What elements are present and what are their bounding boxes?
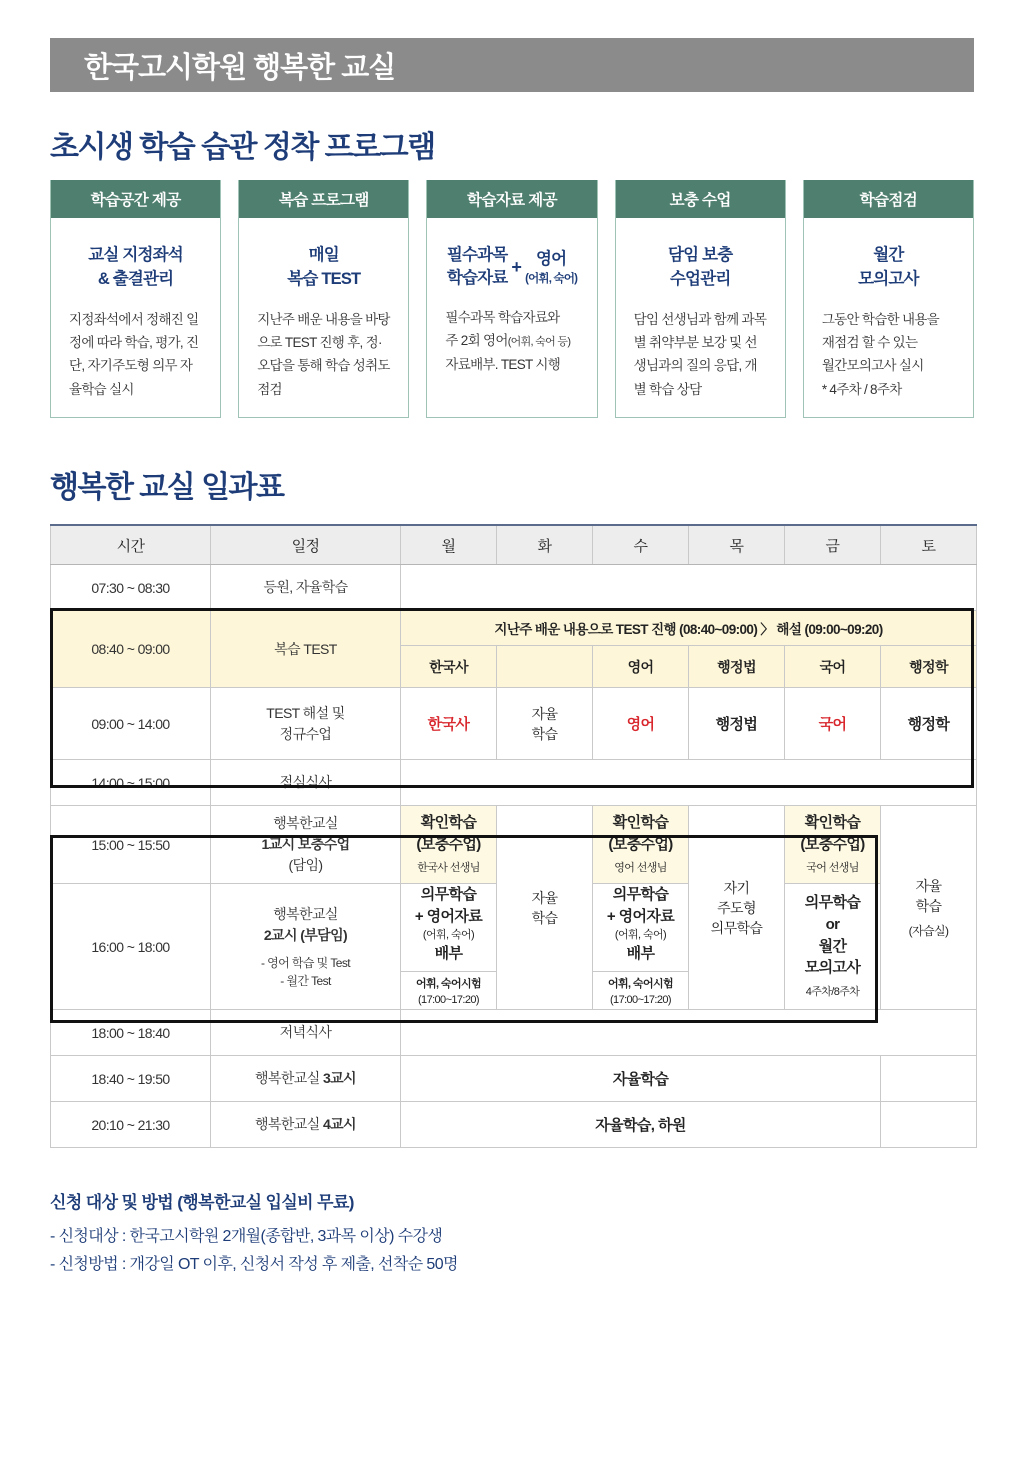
cell-mon — [401, 884, 497, 1010]
row-plan-bold: 4교시 — [322, 1116, 356, 1133]
program-section-title: 초시생 학습 습관 정착 프로그램 — [50, 131, 435, 164]
cell-mon-test2: (17:00~17:20) — [417, 994, 479, 1007]
cell-sat-line1: 자율 — [915, 878, 942, 895]
row-plan-line2: 정규수업 — [279, 725, 332, 742]
page-title: 한국고시학원 행복한 교실 — [84, 51, 396, 84]
column-header-time: 시간 — [51, 525, 211, 565]
row-plan — [211, 884, 401, 1010]
poster-page — [0, 38, 1024, 1468]
row-content-empty — [401, 565, 977, 611]
row-content-empty — [881, 1102, 977, 1148]
program-card — [803, 180, 974, 418]
subject-sat: 행정학 — [881, 646, 977, 688]
application-line2: - 신청방법 : 개강일 OT 이후, 신청서 작성 후 제출, 선착순 50명 — [50, 1256, 458, 1274]
card-subtitle-line2: 복습 TEST — [287, 269, 361, 288]
cell-mon: 한국사 — [401, 688, 497, 760]
row-time: 18:00 ~ 18:40 — [51, 1010, 211, 1056]
cell-thu-line3: 의무학습 — [710, 919, 763, 936]
row-plan-line1: 행복한교실 — [273, 815, 338, 831]
cell-fri-teacher: 국어 선생님 — [806, 861, 859, 874]
cell-fri: 국어 — [785, 688, 881, 760]
row-plan: 점심식사 — [211, 760, 401, 806]
program-card — [50, 180, 221, 418]
card-subtitle-right-line2: (어휘, 숙어) — [525, 272, 578, 285]
card-subtitle-line2: 수업관리 — [669, 269, 731, 288]
card-subtitle-line2: 모의고사 — [858, 269, 919, 288]
card-body-line3: 자료배부. TEST 시행 — [445, 356, 561, 372]
row-plan-bold: 3교시 — [322, 1070, 356, 1087]
card-body-line2-main: 주 2회 영어 — [445, 333, 508, 349]
cell-mon-line2: + 영어자료 — [414, 907, 483, 925]
cell-mon-line3: 배부 — [434, 945, 463, 963]
header-bar — [50, 38, 974, 92]
card-subtitle-left — [447, 244, 508, 290]
cell-mon-line1: 확인학습 — [420, 814, 477, 832]
cell-tue-line2: 학습 — [531, 725, 558, 742]
cell-sat: 행정학 — [881, 688, 977, 760]
program-card — [426, 180, 597, 418]
card-subtitle — [616, 218, 785, 292]
card-subtitle — [427, 218, 596, 290]
row-plan — [211, 688, 401, 760]
row-plan-prefix: 행복한교실 — [255, 1116, 323, 1133]
card-subtitle — [804, 218, 973, 292]
cell-wed-test2: (17:00~17:20) — [609, 994, 671, 1007]
cell-wed-test1: 어휘, 숙어시험 — [593, 971, 688, 993]
card-header-label: 학습공간 제공 — [51, 180, 220, 218]
card-body-line2: 재점검 할 수 있는 — [821, 335, 918, 351]
column-header-wed: 수 — [593, 525, 689, 565]
cell-fri — [785, 806, 881, 884]
subject-tue — [497, 646, 593, 688]
cell-sat-note: (자습실) — [908, 924, 949, 939]
column-header-mon: 월 — [401, 525, 497, 565]
row-plan: 복습 TEST — [211, 611, 401, 688]
card-subtitle-line1: 매일 — [308, 246, 339, 264]
table-row — [51, 1010, 977, 1056]
cell-wed — [593, 806, 689, 884]
program-card-list — [50, 180, 974, 418]
table-row — [51, 1102, 977, 1148]
table-row — [51, 688, 977, 760]
card-header-label: 복습 프로그램 — [239, 180, 408, 218]
cell-mon-teacher: 한국사 선생님 — [417, 861, 480, 874]
application-info — [50, 1188, 974, 1279]
cell-fri — [785, 884, 881, 1010]
card-subtitle-left-line2: 학습자료 — [446, 269, 508, 288]
card-subtitle-line1: 교실 지정좌석 — [88, 246, 183, 264]
plus-sign: + — [511, 257, 522, 278]
card-header-label: 학습자료 제공 — [427, 180, 596, 218]
card-subtitle-line1: 월간 — [873, 246, 904, 264]
card-subtitle-composite — [433, 244, 590, 290]
card-body-text: 지난주 배운 내용을 바탕으로 TEST 진행 후, 정·오답을 통해 학습 성취도 점검 — [257, 311, 390, 397]
cell-wed: 영어 — [593, 688, 689, 760]
cell-tue — [497, 806, 593, 1010]
table-row — [51, 806, 977, 884]
cell-fri-line3: 월간 — [818, 937, 847, 955]
card-body-line2 — [445, 329, 578, 352]
cell-thu-line2: 주도형 — [717, 899, 756, 916]
row-plan-line1: TEST 해설 및 — [266, 704, 345, 721]
card-body-text: 담임 선생님과 함께 과목별 취약부분 보강 및 선생님과의 질의 응답, 개별 학습 상담 — [633, 311, 767, 397]
card-body-line1: 필수과목 학습자료와 — [445, 310, 560, 326]
row-plan-line2: 2교시 (부담임) — [263, 926, 348, 943]
cell-fri-line2: or — [825, 915, 840, 933]
row-plan-line2: 1교시 보충수업 — [261, 836, 350, 852]
cell-mon-line1: 의무학습 — [420, 886, 477, 903]
test-banner: 지난주 배운 내용으로 TEST 진행 (08:40~09:00) 〉 해설 (09:00~09:20) — [401, 611, 977, 646]
cell-tue-line1: 자율 — [531, 889, 558, 906]
row-plan — [211, 1056, 401, 1102]
cell-tue — [497, 688, 593, 760]
row-content-empty — [401, 760, 977, 806]
cell-thu: 행정법 — [689, 688, 785, 760]
card-subtitle-left-line1: 필수과목 — [446, 246, 508, 264]
cell-wed-line1: 의무학습 — [612, 886, 669, 903]
program-card — [615, 180, 786, 418]
card-body-line3: 월간모의고사 실시 — [821, 358, 924, 374]
cell-tue-line1: 자율 — [531, 705, 558, 722]
subject-fri: 국어 — [785, 646, 881, 688]
cell-mon-line2: (보충수업) — [416, 836, 481, 854]
schedule-section-title: 행복한 교실 일과표 — [50, 471, 284, 504]
row-content-empty — [881, 1056, 977, 1102]
cell-thu — [689, 806, 785, 1010]
card-body-line4: * 4주차 / 8주차 — [821, 381, 902, 397]
card-body-text — [804, 292, 973, 415]
cell-tue-line2: 학습 — [531, 909, 558, 926]
table-row — [51, 565, 977, 611]
cell-fri-line1: 의무학습 — [804, 894, 861, 912]
cell-mon-small: (어휘, 숙어) — [422, 928, 475, 941]
cell-wed-teacher: 영어 선생님 — [614, 861, 667, 874]
card-subtitle — [51, 218, 220, 292]
card-body-text: 지정좌석에서 정해진 일정에 따라 학습, 평가, 진단, 자기주도형 의무 자율학습 실시 — [69, 311, 199, 397]
cell-mon-test1: 어휘, 숙어시험 — [401, 971, 496, 993]
card-body-line1: 그동안 학습한 내용을 — [821, 311, 939, 327]
row-content-empty — [401, 1010, 977, 1056]
cell-wed-line2: + 영어자료 — [606, 907, 675, 925]
row-time: 09:00 ~ 14:00 — [51, 688, 211, 760]
cell-wed-line3: 배부 — [626, 945, 655, 963]
subject-wed: 영어 — [593, 646, 689, 688]
card-subtitle-line1: 담임 보충 — [668, 246, 733, 264]
subject-mon: 한국사 — [401, 646, 497, 688]
row-time: 07:30 ~ 08:30 — [51, 565, 211, 611]
column-header-tue: 화 — [497, 525, 593, 565]
row-time: 16:00 ~ 18:00 — [51, 884, 211, 1010]
row-time: 15:00 ~ 15:50 — [51, 806, 211, 884]
row-time: 14:00 ~ 15:00 — [51, 760, 211, 806]
table-row — [51, 611, 977, 646]
cell-sat-line2: 학습 — [915, 898, 942, 915]
row-content: 자율학습 — [401, 1056, 881, 1102]
column-header-sat: 토 — [881, 525, 977, 565]
column-header-plan: 일정 — [211, 525, 401, 565]
row-plan — [211, 1102, 401, 1148]
card-subtitle-right-line1: 영어 — [536, 249, 567, 268]
row-plan-line3: (담임) — [288, 857, 323, 873]
card-body-text — [427, 290, 596, 390]
schedule-table — [50, 524, 977, 1148]
row-plan: 등원, 자율학습 — [211, 565, 401, 611]
table-row — [51, 760, 977, 806]
card-subtitle — [239, 218, 408, 292]
table-header-row — [51, 525, 977, 565]
cell-fri-line2: (보충수업) — [800, 836, 865, 854]
row-plan-note1: - 영어 학습 및 Test — [261, 955, 350, 970]
subject-thu: 행정법 — [689, 646, 785, 688]
row-plan-prefix: 행복한교실 — [255, 1070, 323, 1087]
cell-fri-note: 4주차/8주차 — [805, 986, 860, 999]
cell-wed-line2: (보충수업) — [608, 836, 673, 854]
row-content: 자율학습, 하원 — [401, 1102, 881, 1148]
row-plan-line1: 행복한교실 — [273, 905, 338, 922]
column-header-thu: 목 — [689, 525, 785, 565]
card-header-label: 학습점검 — [804, 180, 973, 218]
row-time: 08:40 ~ 09:00 — [51, 611, 211, 688]
application-title: 신청 대상 및 방법 (행복한교실 입실비 무료) — [50, 1193, 354, 1213]
schedule-table-wrapper — [50, 524, 974, 1148]
cell-fri-line4: 모의고사 — [804, 959, 861, 977]
cell-wed — [593, 884, 689, 1010]
cell-mon — [401, 806, 497, 884]
card-subtitle-line2: & 출결관리 — [97, 269, 174, 288]
cell-fri-line1: 확인학습 — [804, 814, 861, 832]
card-body-line2-small: (어휘, 숙어 등) — [507, 336, 571, 349]
cell-thu-line1: 자기 — [723, 879, 750, 896]
row-plan-note2: - 월간 Test — [280, 973, 331, 988]
card-subtitle-right — [525, 248, 577, 287]
row-time: 20:10 ~ 21:30 — [51, 1102, 211, 1148]
program-card — [238, 180, 409, 418]
row-plan — [211, 806, 401, 884]
row-time: 18:40 ~ 19:50 — [51, 1056, 211, 1102]
cell-sat — [881, 806, 977, 1010]
table-row — [51, 1056, 977, 1102]
application-line1: - 신청대상 : 한국고시학원 2개월(종합반, 3과목 이상) 수강생 — [50, 1228, 443, 1246]
row-plan: 저녁식사 — [211, 1010, 401, 1056]
card-header-label: 보충 수업 — [616, 180, 785, 218]
cell-wed-line1: 확인학습 — [612, 814, 669, 832]
column-header-fri: 금 — [785, 525, 881, 565]
cell-wed-small: (어휘, 숙어) — [614, 928, 667, 941]
